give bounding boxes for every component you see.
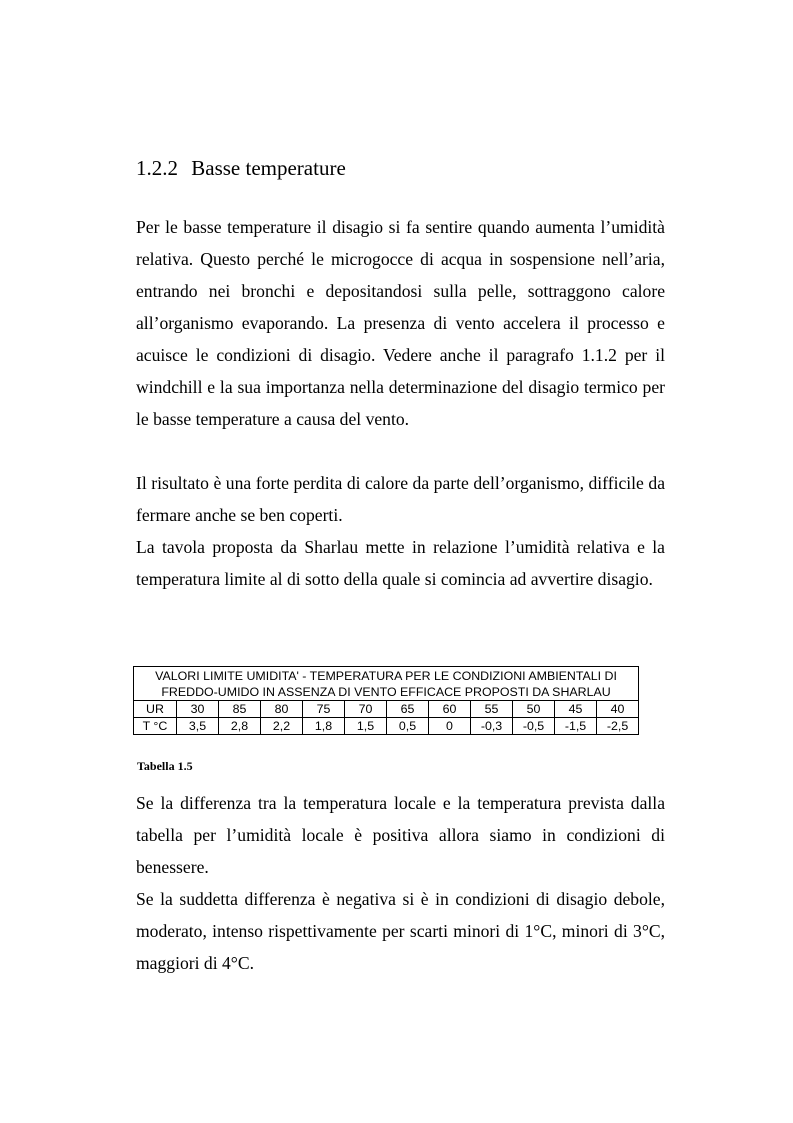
paragraph-intro: Per le basse temperature il disagio si fa sentire quando aumenta l’umidità relativa. Questo perché le microgocce di acqua in sospensione nell’aria, entrando nei bronchi e depositandosi sulla pelle, sottraggono calore all’organismo evaporando. La presenza di vento accelera il processo e acuisce le condizioni di disagio. Vedere anche il paragrafo 1.1.2 per il windchill e la sua importanza nella determinazione del disagio termico per le basse temperature a causa del vento. xyxy=(136,217,665,429)
table-cell-temperature: 2,8 xyxy=(219,718,261,735)
table-cell-ur: 75 xyxy=(303,701,345,718)
humidity-temperature-table xyxy=(133,666,639,735)
table-cell-ur: 45 xyxy=(555,701,597,718)
table-cell-ur: 65 xyxy=(387,701,429,718)
table-cell-ur: 85 xyxy=(219,701,261,718)
table-cell-temperature: 2,2 xyxy=(261,718,303,735)
table-cell-ur: 80 xyxy=(261,701,303,718)
table-cell-ur: 70 xyxy=(345,701,387,718)
row-label-ur: UR xyxy=(134,701,177,718)
table-cell-temperature: 3,5 xyxy=(177,718,219,735)
table-cell-ur: 60 xyxy=(429,701,471,718)
section-title: Basse temperature xyxy=(191,156,346,180)
table-cell-temperature: -1,5 xyxy=(555,718,597,735)
row-label-temperature: T °C xyxy=(134,718,177,735)
table-cell-temperature: -0,5 xyxy=(513,718,555,735)
table-row-ur xyxy=(134,701,639,718)
table-cell-ur: 55 xyxy=(471,701,513,718)
table-cell-temperature: 0,5 xyxy=(387,718,429,735)
table-caption: Tabella 1.5 xyxy=(137,759,193,773)
table-title-row xyxy=(134,667,639,701)
table-cell-ur: 40 xyxy=(597,701,639,718)
section-number: 1.2.2 xyxy=(136,156,178,180)
table-cell-ur: 30 xyxy=(177,701,219,718)
table-cell-temperature: 0 xyxy=(429,718,471,735)
paragraph-benessere: Se la differenza tra la temperatura locale e la temperatura prevista dalla tabella per l’umidità locale è positiva allora siamo in condizioni di benessere. xyxy=(136,793,665,877)
paragraph-disagio: Se la suddetta differenza è negativa si è in condizioni di disagio debole, moderato, intenso rispettivamente per scarti minori di 1°C, minori di 3°C, maggiori di 4°C. xyxy=(136,889,665,973)
table-cell-temperature: 1,5 xyxy=(345,718,387,735)
table-cell-ur: 50 xyxy=(513,701,555,718)
table-cell-temperature: -0,3 xyxy=(471,718,513,735)
table-cell-temperature: -2,5 xyxy=(597,718,639,735)
table-row-temperature xyxy=(134,718,639,735)
section-heading xyxy=(136,155,346,181)
table-title: VALORI LIMITE UMIDITA' - TEMPERATURA PER LE CONDIZIONI AMBIENTALI DI FREDDO-UMIDO IN ASSENZA DI VENTO EFFICACE PROPOSTI DA SHARLAU xyxy=(134,667,639,701)
table-cell-temperature: 1,8 xyxy=(303,718,345,735)
paragraph-sharlau-table: La tavola proposta da Sharlau mette in relazione l’umidità relativa e la temperatura limite al di sotto della quale si comincia ad avvertire disagio. xyxy=(136,537,665,589)
paragraph-result: Il risultato è una forte perdita di calore da parte dell’organismo, difficile da fermare anche se ben coperti. xyxy=(136,473,665,525)
